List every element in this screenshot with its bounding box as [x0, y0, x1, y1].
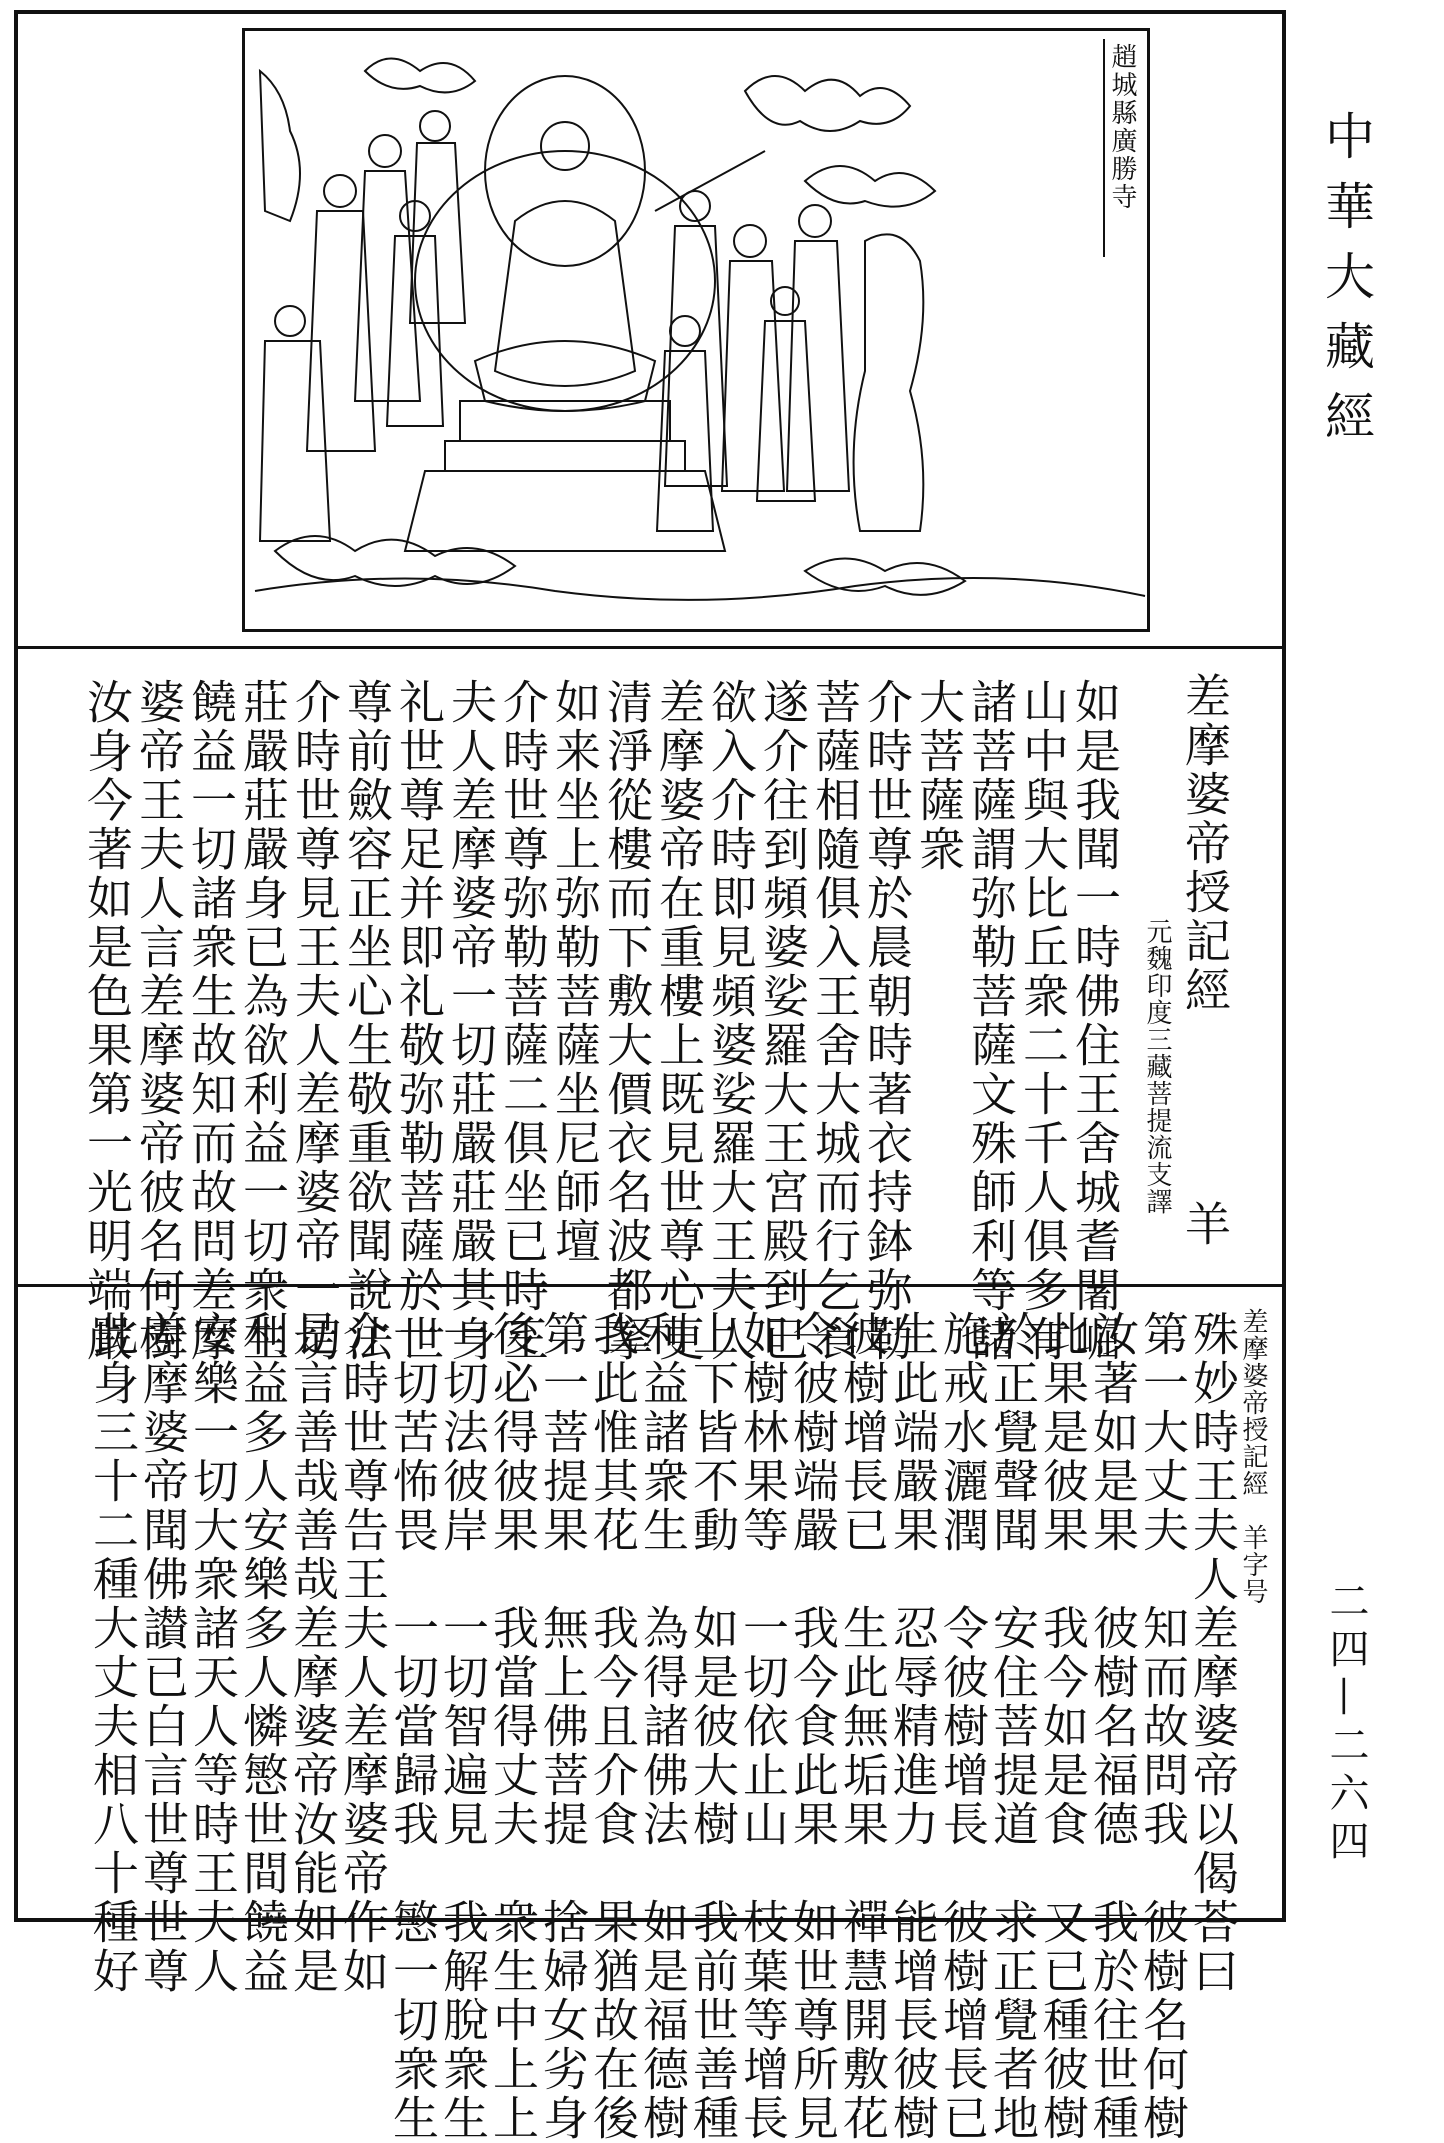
text-column: 汝身今著如是色果第一光明端嚴 — [80, 678, 134, 1364]
verse-column: 汝著如是果 彼樹名福德 我於往世種 — [1086, 1310, 1140, 2143]
text-column: 此身三十二種大丈夫相八十種好 — [86, 1310, 140, 1996]
section-divider — [14, 646, 1286, 649]
text-column: 介時世尊告王夫人差摩婆帝作如 — [336, 1310, 390, 1996]
verse-column: 施戒水灑潤 令彼樹增長 彼樹增長已 — [936, 1310, 990, 2143]
verse-column: 令彼樹端嚴 我今食此果 如世尊所見 — [786, 1310, 840, 2143]
page-number: 二四—二六四 — [1323, 1580, 1369, 1868]
verse-column: 我此惟其花 我今且介食 果猶故在後 — [586, 1310, 640, 2143]
text-column: 如是我聞一時佛住王舍城耆闍崛 — [1068, 678, 1122, 1364]
text-column: 差摩婆帝聞佛讃已白言世尊世尊 — [136, 1310, 190, 1996]
text-column: 介時世尊見王夫人差摩婆帝一切 — [288, 678, 342, 1364]
text-column: 殊妙時王夫人差摩婆帝以偈荅曰 — [1186, 1310, 1240, 1996]
collection-title: 中華大藏經 — [1317, 110, 1375, 460]
verse-column: 於正覺聲聞 安住菩提道 求正覺者地 — [986, 1310, 1040, 2143]
verse-column: 後必得彼果 我當得丈夫 衆生中上上 — [486, 1310, 540, 2143]
verse-column: 第一大丈夫 知而故問我 彼樹名何樹 — [1136, 1310, 1190, 2143]
text-column: 差摩婆帝在重樓上既見世尊心更 — [652, 678, 706, 1364]
text-column: 諸菩薩謂弥勒菩薩文殊師利等諸 — [964, 678, 1018, 1364]
text-column: 安樂一切大衆諸天人等時王夫人 — [186, 1310, 240, 1996]
verse-column: 一切苦怖畏 一切當歸我 慜一切衆生 — [386, 1310, 440, 2143]
text-column: 夫人差摩婆帝一切莊嚴莊嚴其身 — [444, 678, 498, 1364]
text-column: 清淨從樓而下敷大價衣名波都拏 — [600, 678, 654, 1364]
text-column: 是言善哉善哉差摩婆帝汝能如是 — [286, 1310, 340, 1996]
verse-column: 此果是彼果 我今如是食 又已種彼樹 — [1036, 1310, 1090, 2143]
text-column: 欲入介時即見頻婆娑羅大王夫人 — [704, 678, 758, 1364]
text-column: 遂介往到頻婆娑羅大王宮殿到已 — [756, 678, 810, 1364]
text-column: 大菩薩衆 — [912, 678, 966, 874]
text-column: 菩薩相隨俱入王舍大城而行乞食 — [808, 678, 862, 1364]
text-column: 如来坐上弥勒菩薩坐尼師壇 — [548, 678, 602, 1266]
text-column: 婆帝王夫人言差摩婆帝彼名何樹 — [132, 678, 186, 1364]
verse-column: 生此端嚴果 忍辱精進力 能增長彼樹 — [886, 1310, 940, 2143]
verse-column: 如樹林果等 一切依止山 枝葉等增長 — [736, 1310, 790, 2143]
frontispiece-illustration — [242, 28, 1150, 632]
verse-column: 利益諸衆生 為得諸佛法 如是福德樹 — [636, 1310, 690, 2143]
verse-column: 彼樹增長已 生此無垢果 禪慧開敷花 — [836, 1310, 890, 2143]
illustration-label: 趙城縣廣勝寺 — [1103, 39, 1139, 257]
verse-column: 上下皆不動 如是彼大樹 我前世善種 — [686, 1310, 740, 2143]
text-column: 利益多人安樂多人憐慜世間饒益 — [236, 1310, 290, 1996]
buddha-assembly-drawing — [245, 31, 1147, 629]
text-column: 饒益一切諸衆生故知而故問差摩 — [184, 678, 238, 1364]
text-column: 莊嚴莊嚴身已為欲利益一切衆生 — [236, 678, 290, 1364]
text-column: 礼世尊足并即礼敬弥勒菩薩於世 — [392, 678, 446, 1364]
text-column: 介時世尊弥勒菩薩二俱坐已時王 — [496, 678, 550, 1364]
translator-line: 元魏印度三藏菩提流支譯 — [1142, 918, 1172, 1215]
verse-column: 第一菩提果 無上佛菩提 捨婦女劣身 — [536, 1310, 590, 2143]
text-column: 山中與大比丘衆二十千人俱多有 — [1016, 678, 1070, 1364]
text-column: 尊前斂容正坐心生敬重欲聞說法 — [340, 678, 394, 1364]
sutra-title: 差摩婆帝授記經 — [1178, 672, 1232, 1015]
volume-mark: 羊 — [1178, 1200, 1232, 1249]
running-header: 差摩婆帝授記經 羊字号 — [1238, 1308, 1268, 1605]
verse-column: 一切法彼岸 一切智遍見 我解脫衆生 — [436, 1310, 490, 2143]
text-column: 介時世尊於晨朝時著衣持鉢弥勒 — [860, 678, 914, 1364]
